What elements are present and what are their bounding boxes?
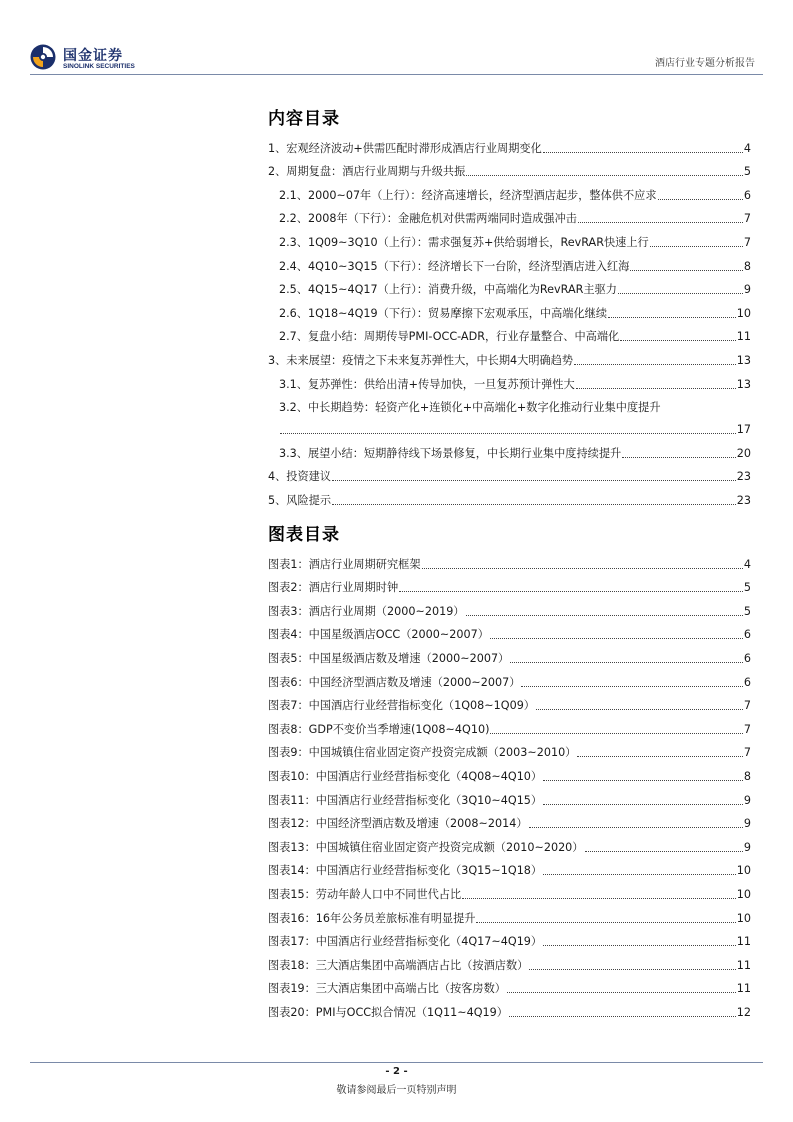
toc-entry[interactable] xyxy=(268,132,751,156)
figures-heading: 图表目录 xyxy=(268,525,340,545)
figure-entry[interactable] xyxy=(268,548,751,572)
figure-entry-page: 5 xyxy=(743,581,751,595)
toc-entry-text: 2.3、1Q09~3Q10（上行）：需求强复苏+供给弱增长，RevRAR快速上行 xyxy=(279,235,649,249)
figure-entry-text: 图表3：酒店行业周期（2000~2019） xyxy=(268,604,465,618)
toc-entry[interactable] xyxy=(268,226,751,250)
figure-entry[interactable] xyxy=(268,926,751,950)
toc-entry-page: 13 xyxy=(736,353,751,367)
figure-entry[interactable] xyxy=(268,572,751,596)
toc-entry-page: 4 xyxy=(743,141,751,155)
logo-chinese-name: 国金证券 xyxy=(63,48,123,64)
toc-entry[interactable] xyxy=(268,274,751,298)
leader-dots xyxy=(332,504,736,505)
figure-entry-page: 12 xyxy=(736,1005,751,1019)
figure-entry-text: 图表9：中国城镇住宿业固定资产投资完成额（2003~2010） xyxy=(268,746,577,760)
figure-entry-text: 图表16：16年公务员差旅标准有明显提升 xyxy=(268,911,476,925)
figure-entry-text: 图表7：中国酒店行业经营指标变化（1Q08~1Q09） xyxy=(268,699,535,713)
toc-entry-text: 1、宏观经济波动+供需匹配时滞形成酒店行业周期变化 xyxy=(268,141,542,155)
toc-entry-text: 2.1、2000~07年（上行）：经济高速增长，经济型酒店起步，整体供不应求 xyxy=(279,188,657,202)
brand-logo xyxy=(30,44,150,74)
toc-entry-text: 3、未来展望：疫情之下未来复苏弹性大，中长期4大明确趋势 xyxy=(268,353,574,367)
leader-dots xyxy=(650,246,743,247)
figure-entry[interactable] xyxy=(268,855,751,879)
sinolink-logo-icon xyxy=(30,44,56,70)
list-of-figures xyxy=(268,548,751,1020)
leader-dots xyxy=(576,388,736,389)
toc-entry-text: 2.5、4Q15~4Q17（上行）：消费升级，中高端化为RevRAR主驱力 xyxy=(279,283,617,297)
toc-entry-text: 2、周期复盘：酒店行业周期与升级共振 xyxy=(268,165,466,179)
figure-entry[interactable] xyxy=(268,619,751,643)
toc-entry[interactable] xyxy=(268,179,751,203)
figure-entry[interactable] xyxy=(268,831,751,855)
leader-dots xyxy=(466,615,743,616)
figure-entry-text: 图表2：酒店行业周期时钟 xyxy=(268,581,399,595)
toc-entry-page: 5 xyxy=(743,165,751,179)
figure-entry[interactable] xyxy=(268,713,751,737)
leader-dots xyxy=(529,827,743,828)
figure-entry-page: 9 xyxy=(743,840,751,854)
figure-entry-text: 图表14：中国酒店行业经营指标变化（3Q15~1Q18） xyxy=(268,864,543,878)
leader-dots xyxy=(543,780,743,781)
leader-dots xyxy=(608,317,736,318)
figure-entry-text: 图表12：中国经济型酒店数及增速（2008~2014） xyxy=(268,817,528,831)
toc-entry-page: 9 xyxy=(743,283,751,297)
figure-entry-text: 图表6：中国经济型酒店数及增速（2000~2007） xyxy=(268,675,521,689)
figure-entry[interactable] xyxy=(268,784,751,808)
figure-entry-text: 图表20：PMI与OCC拟合情况（1Q11~4Q19） xyxy=(268,1005,508,1019)
leader-dots xyxy=(574,364,736,365)
leader-dots xyxy=(399,591,743,592)
figure-entry-text: 图表11：中国酒店行业经营指标变化（3Q10~4Q15） xyxy=(268,793,543,807)
toc-entry-page: 8 xyxy=(743,259,751,273)
table-of-contents xyxy=(268,132,751,508)
toc-entry[interactable] xyxy=(268,250,751,274)
report-title: 酒店行业专题分析报告 xyxy=(655,58,755,69)
figure-entry[interactable] xyxy=(268,808,751,832)
figure-entry[interactable] xyxy=(268,690,751,714)
figure-entry-page: 11 xyxy=(736,958,751,972)
leader-dots xyxy=(476,922,735,923)
leader-dots xyxy=(658,199,743,200)
leader-dots xyxy=(422,568,743,569)
figure-entry-page: 7 xyxy=(743,722,751,736)
leader-dots xyxy=(536,709,743,710)
logo-english-name: SINOLINK SECURITIES xyxy=(63,63,135,70)
toc-entry[interactable] xyxy=(268,344,751,368)
leader-dots xyxy=(543,945,736,946)
figure-entry[interactable] xyxy=(268,737,751,761)
leader-dots xyxy=(618,293,743,294)
leader-dots xyxy=(280,433,736,434)
toc-entry-page: 10 xyxy=(736,306,751,320)
toc-entry-page: 7 xyxy=(743,212,751,226)
disclaimer-note: 敬请参阅最后一页特别声明 xyxy=(336,1085,457,1096)
page-header xyxy=(0,0,793,80)
figure-entry-page: 11 xyxy=(736,982,751,996)
leader-dots xyxy=(622,457,736,458)
leader-dots xyxy=(543,152,743,153)
figure-entry-text: 图表5：中国星级酒店数及增速（2000~2007） xyxy=(268,651,510,665)
figure-entry-page: 5 xyxy=(743,604,751,618)
toc-entry-text: 2.6、1Q18~4Q19（下行）：贸易摩擦下宏观承压，中高端化继续 xyxy=(279,306,608,320)
leader-dots xyxy=(332,480,736,481)
leader-dots xyxy=(466,175,743,176)
toc-entry[interactable] xyxy=(268,484,751,508)
toc-entry-text: 3.2、中长期趋势：轻资产化+连锁化+中高端化+数字化推动行业集中度提升 xyxy=(279,401,661,415)
figure-entry-page: 6 xyxy=(743,628,751,642)
figure-entry[interactable] xyxy=(268,949,751,973)
leader-dots xyxy=(620,340,736,341)
leader-dots xyxy=(543,804,743,805)
figure-entry[interactable] xyxy=(268,666,751,690)
toc-entry-page: 17 xyxy=(736,423,751,437)
toc-entry-page: 13 xyxy=(736,377,751,391)
toc-entry[interactable] xyxy=(268,203,751,227)
leader-dots xyxy=(630,270,742,271)
figure-entry-page: 7 xyxy=(743,699,751,713)
leader-dots xyxy=(507,992,736,993)
toc-entry[interactable] xyxy=(268,368,751,392)
toc-entry-text: 3.1、复苏弹性：供给出清+传导加快，一旦复苏预计弹性大 xyxy=(279,377,575,391)
figure-entry-page: 8 xyxy=(743,769,751,783)
figure-entry[interactable] xyxy=(268,595,751,619)
toc-entry-continuation[interactable] xyxy=(268,415,751,437)
figure-entry[interactable] xyxy=(268,973,751,997)
toc-entry[interactable] xyxy=(268,297,751,321)
toc-entry[interactable] xyxy=(268,392,751,416)
toc-entry-page: 23 xyxy=(736,470,751,484)
figure-entry[interactable] xyxy=(268,996,751,1020)
leader-dots xyxy=(577,756,743,757)
leader-dots xyxy=(529,969,735,970)
leader-dots xyxy=(585,851,743,852)
figure-entry-text: 图表1：酒店行业周期研究框架 xyxy=(268,557,421,571)
figure-entry-text: 图表13：中国城镇住宿业固定资产投资完成额（2010~2020） xyxy=(268,840,584,854)
toc-entry-text: 2.2、2008年（下行）：金融危机对供需两端同时造成强冲击 xyxy=(279,212,577,226)
figure-entry-page: 10 xyxy=(736,911,751,925)
figure-entry-text: 图表19：三大酒店集团中高端占比（按客房数） xyxy=(268,982,506,996)
figure-entry-page: 6 xyxy=(743,651,751,665)
toc-entry[interactable] xyxy=(268,437,751,461)
toc-entry[interactable] xyxy=(268,461,751,485)
figure-entry-page: 9 xyxy=(743,817,751,831)
toc-entry-page: 7 xyxy=(743,235,751,249)
toc-entry[interactable] xyxy=(268,156,751,180)
figure-entry-page: 10 xyxy=(736,864,751,878)
figure-entry-page: 10 xyxy=(736,887,751,901)
figure-entry-text: 图表15：劳动年龄人口中不同世代占比 xyxy=(268,887,462,901)
leader-dots xyxy=(521,686,742,687)
leader-dots xyxy=(543,874,736,875)
figure-entry-page: 6 xyxy=(743,675,751,689)
figure-entry-text: 图表18：三大酒店集团中高端酒店占比（按酒店数） xyxy=(268,958,529,972)
footer-divider xyxy=(30,1062,763,1063)
toc-entry-text: 5、风险提示 xyxy=(268,493,332,507)
figure-entry-text: 图表4：中国星级酒店OCC（2000~2007） xyxy=(268,628,489,642)
figure-entry-text: 图表8：GDP不变价当季增速(1Q08~4Q10) xyxy=(268,722,490,736)
leader-dots xyxy=(490,638,743,639)
toc-entry-page: 11 xyxy=(736,330,751,344)
leader-dots xyxy=(578,222,743,223)
figure-entry[interactable] xyxy=(268,878,751,902)
figure-entry[interactable] xyxy=(268,902,751,926)
leader-dots xyxy=(509,1016,736,1017)
leader-dots xyxy=(490,733,742,734)
toc-entry-text: 2.4、4Q10~3Q15（下行）：经济增长下一台阶，经济型酒店进入红海 xyxy=(279,259,630,273)
leader-dots xyxy=(510,662,743,663)
toc-entry-text: 2.7、复盘小结：周期传导PMI-OCC-ADR，行业存量整合、中高端化 xyxy=(279,330,620,344)
toc-entry-page: 20 xyxy=(736,446,751,460)
leader-dots xyxy=(462,898,736,899)
figure-entry-page: 7 xyxy=(743,746,751,760)
toc-heading: 内容目录 xyxy=(268,109,340,129)
figure-entry-page: 4 xyxy=(743,557,751,571)
toc-entry[interactable] xyxy=(268,321,751,345)
figure-entry[interactable] xyxy=(268,642,751,666)
toc-entry-text: 3.3、展望小结：短期静待线下场景修复，中长期行业集中度持续提升 xyxy=(279,446,622,460)
toc-entry-page: 6 xyxy=(743,188,751,202)
header-divider xyxy=(30,74,763,75)
figure-entry-page: 9 xyxy=(743,793,751,807)
toc-entry-text: 4、投资建议 xyxy=(268,470,332,484)
figure-entry[interactable] xyxy=(268,760,751,784)
figure-entry-text: 图表10：中国酒店行业经营指标变化（4Q08~4Q10） xyxy=(268,769,543,783)
figure-entry-page: 11 xyxy=(736,935,751,949)
toc-entry-page: 23 xyxy=(736,493,751,507)
page-number: - 2 - xyxy=(385,1066,408,1077)
figure-entry-text: 图表17：中国酒店行业经营指标变化（4Q17~4Q19） xyxy=(268,935,543,949)
